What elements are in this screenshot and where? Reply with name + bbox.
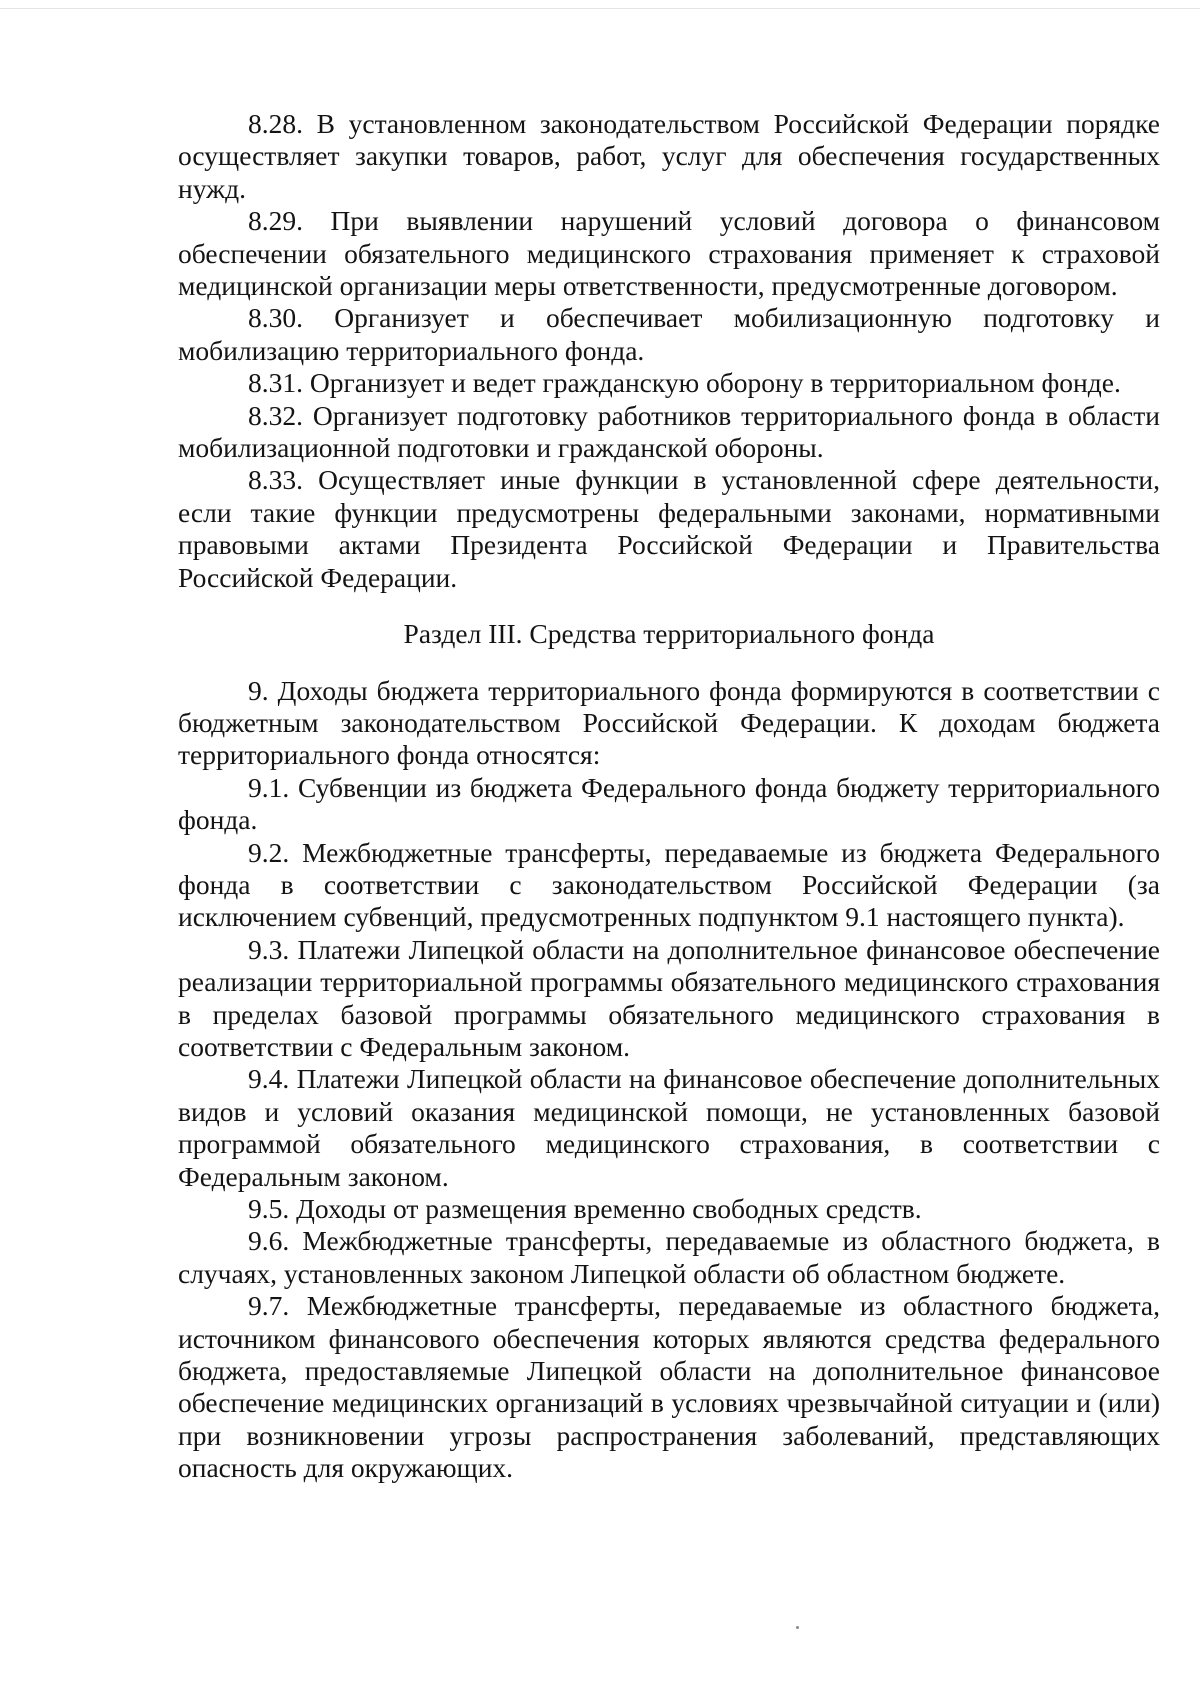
scan-top-edge (0, 8, 1200, 9)
clause-9-4: 9.4. Платежи Липецкой области на финансовое обеспечение дополнительных видов и условий оказания медицинской помощи, не установленных базовой программой обязательного медицинского страхования, в соответствии с Федеральным законом. (178, 1063, 1160, 1192)
clause-9-1: 9.1. Субвенции из бюджета Федерального фонда бюджету территориального фонда. (178, 771, 1160, 836)
clause-8-30: 8.30. Организует и обеспечивает мобилизационную подготовку и мобилизацию территориального фонда. (178, 302, 1160, 366)
clause-8-33: 8.33. Осуществляет иные функции в установленной сфере деятельности, если такие функции предусмотрены федеральными законами, нормативными правовыми актами Президента Российской Федерации и Правительства Российской Федерации. (178, 464, 1160, 593)
section-heading: Раздел III. Средства территориального фонда (403, 618, 935, 650)
clause-9-2: 9.2. Межбюджетные трансферты, передаваемые из бюджета Федерального фонда в соответствии с законодательством Российской Федерации (за исключением субвенций, предусмотренных подпунктом 9.1 настоящего пункта). (178, 836, 1160, 933)
clause-9-3: 9.3. Платежи Липецкой области на дополнительное финансовое обеспечение реализации территориальной программы обязательного медицинского страхования в пределах базовой программы обязательного медицинского страхования в соответствии с Федеральным законом. (178, 933, 1160, 1062)
clause-9: 9. Доходы бюджета территориального фонда формируются в соответствии с бюджетным законодательством Российской Федерации. К доходам бюджета территориального фонда относятся: (178, 674, 1160, 771)
clause-8-29: 8.29. При выявлении нарушений условий договора о финансовом обеспечении обязательного медицинского страхования применяет к страховой медицинской организации меры ответственности, предусмотренные договором. (178, 205, 1160, 302)
clause-9-6: 9.6. Межбюджетные трансферты, передаваемые из областного бюджета, в случаях, установленных законом Липецкой области об областном бюджете. (178, 1225, 1160, 1289)
document-page (178, 108, 1160, 1485)
clause-8-31: 8.31. Организует и ведет гражданскую оборону в территориальном фонде. (248, 367, 1121, 399)
clause-9-7: 9.7. Межбюджетные трансферты, передаваемые из областного бюджета, источником финансового обеспечения которых являются средства федерального бюджета, предоставляемые Липецкой области на дополнительное финансовое обеспечение медицинских организаций в условиях чрезвычайной ситуации и (или) при возникновении угрозы распространения заболеваний, представляющих опасность для окружающих. (178, 1290, 1160, 1484)
clause-8-28: 8.28. В установленном законодательством Российской Федерации порядке осуществляет закупки товаров, работ, услуг для обеспечения государственных нужд. (178, 108, 1160, 204)
clause-9-5: 9.5. Доходы от размещения временно свободных средств. (248, 1193, 922, 1224)
scan-speck (796, 1626, 799, 1629)
clause-8-32: 8.32. Организует подготовку работников территориального фонда в области мобилизационной подготовки и гражданской обороны. (178, 399, 1160, 464)
